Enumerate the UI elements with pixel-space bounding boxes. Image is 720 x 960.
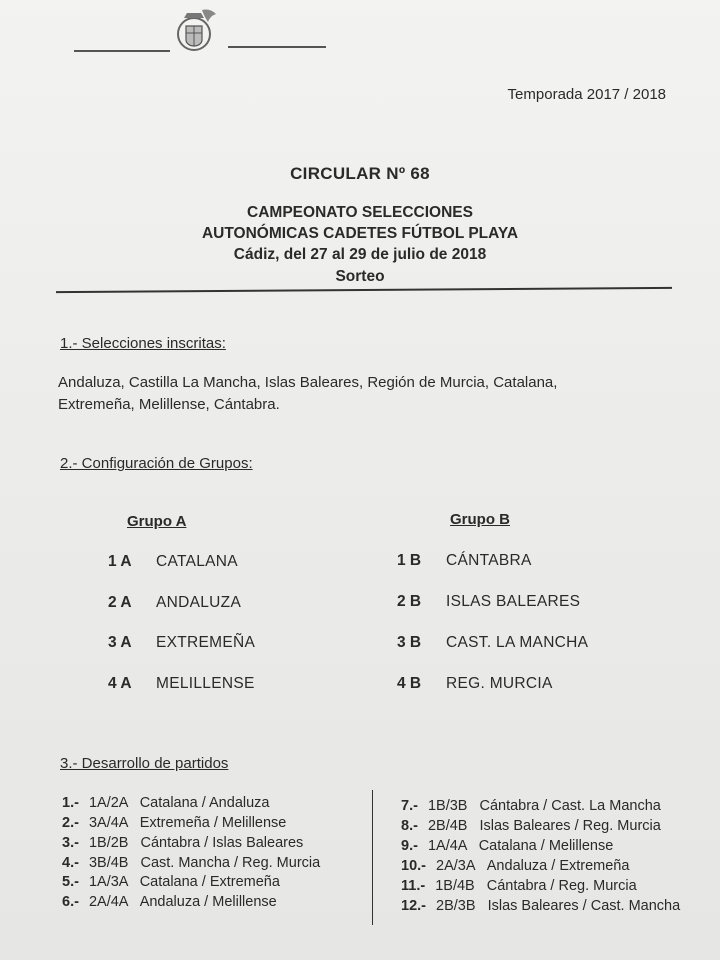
match-teams: Cast. Mancha / Reg. Murcia bbox=[140, 855, 321, 871]
group-a-team: EXTREMEÑA bbox=[156, 634, 256, 651]
match-number: 10.- bbox=[401, 858, 426, 874]
season-label: Temporada 2017 / 2018 bbox=[507, 86, 666, 103]
match-number: 9.- bbox=[401, 838, 418, 854]
match-teams: Extremeña / Melillense bbox=[139, 815, 287, 831]
match-number: 6.- bbox=[62, 894, 79, 910]
group-b-code: 1 B bbox=[397, 552, 422, 569]
match-row bbox=[62, 835, 303, 855]
section3-heading: 3.- Desarrollo de partidos bbox=[60, 755, 229, 772]
group-a-code: 3 A bbox=[108, 634, 132, 651]
championship-title: CAMPEONATO SELECCIONES bbox=[247, 204, 473, 221]
match-code: 1A/3A bbox=[88, 874, 128, 890]
group-a-code: 2 A bbox=[108, 594, 132, 611]
match-row bbox=[401, 838, 613, 858]
match-number: 11.- bbox=[401, 878, 426, 894]
match-code: 2B/3B bbox=[436, 898, 476, 914]
match-teams: Andaluza / Melillense bbox=[139, 894, 277, 910]
match-row bbox=[401, 858, 629, 878]
match-row bbox=[62, 815, 286, 835]
group-a-team: ANDALUZA bbox=[156, 594, 242, 611]
match-number: 4.- bbox=[62, 855, 79, 871]
letterhead-rule-right bbox=[228, 46, 326, 48]
match-code: 1B/4B bbox=[435, 878, 475, 894]
title-underline bbox=[56, 287, 672, 293]
federation-crest-logo bbox=[172, 6, 224, 54]
match-teams: Catalana / Melillense bbox=[478, 838, 614, 854]
draw-label: Sorteo bbox=[335, 268, 385, 285]
match-row bbox=[62, 795, 269, 815]
match-number: 2.- bbox=[62, 815, 79, 831]
group-b-team: REG. MURCIA bbox=[446, 675, 553, 692]
group-b-code: 2 B bbox=[397, 593, 422, 610]
match-teams: Cántabra / Cast. La Mancha bbox=[479, 798, 661, 814]
group-b-team: ISLAS BALEARES bbox=[446, 593, 581, 610]
match-row bbox=[401, 898, 680, 918]
match-row bbox=[401, 878, 637, 898]
match-number: 8.- bbox=[401, 818, 418, 834]
matches-column-divider bbox=[372, 790, 373, 925]
group-b-code: 4 B bbox=[397, 675, 422, 692]
group-a-team: CATALANA bbox=[156, 553, 238, 570]
group-b-team: CAST. LA MANCHA bbox=[446, 634, 589, 651]
group-b-team: CÁNTABRA bbox=[446, 552, 532, 569]
registered-teams-line2: Extremeña, Melillense, Cántabra. bbox=[58, 396, 280, 413]
match-number: 5.- bbox=[62, 874, 79, 890]
match-code: 2B/4B bbox=[427, 818, 468, 834]
match-teams: Andaluza / Extremeña bbox=[486, 858, 630, 874]
match-code: 1A/4A bbox=[427, 838, 467, 854]
event-dates: Cádiz, del 27 al 29 de julio de 2018 bbox=[233, 246, 487, 263]
match-row bbox=[62, 874, 280, 894]
match-teams: Catalana / Extremeña bbox=[139, 874, 280, 890]
match-teams: Catalana / Andaluza bbox=[139, 795, 270, 811]
match-number: 3.- bbox=[62, 835, 79, 851]
match-teams: Islas Baleares / Reg. Murcia bbox=[479, 818, 661, 834]
match-row bbox=[401, 798, 661, 818]
group-a-code: 1 A bbox=[108, 553, 132, 570]
match-code: 1B/2B bbox=[88, 835, 129, 851]
group-a-team: MELILLENSE bbox=[156, 675, 255, 692]
match-teams: Islas Baleares / Cast. Mancha bbox=[487, 898, 681, 914]
group-b-title: Grupo B bbox=[450, 511, 510, 528]
match-row bbox=[62, 894, 277, 914]
registered-teams-line1: Andaluza, Castilla La Mancha, Islas Baleares, Región de Murcia, Catalana, bbox=[58, 374, 558, 391]
group-b-code: 3 B bbox=[397, 634, 422, 651]
match-teams: Cántabra / Reg. Murcia bbox=[486, 878, 637, 894]
match-code: 3A/4A bbox=[88, 815, 128, 831]
letterhead-rule-left bbox=[74, 50, 170, 52]
section1-heading: 1.- Selecciones inscritas: bbox=[60, 335, 226, 352]
match-code: 3B/4B bbox=[88, 855, 129, 871]
circular-title: CIRCULAR Nº 68 bbox=[290, 164, 430, 183]
match-number: 1.- bbox=[62, 795, 79, 811]
match-code: 1A/2A bbox=[88, 795, 128, 811]
group-a-code: 4 A bbox=[108, 675, 132, 692]
match-row bbox=[62, 855, 320, 875]
section2-heading: 2.- Configuración de Grupos: bbox=[60, 455, 253, 472]
match-row bbox=[401, 818, 661, 838]
match-number: 12.- bbox=[401, 898, 426, 914]
match-teams: Cántabra / Islas Baleares bbox=[140, 835, 304, 851]
group-a-title: Grupo A bbox=[127, 513, 187, 530]
match-code: 2A/4A bbox=[88, 894, 128, 910]
match-number: 7.- bbox=[401, 798, 418, 814]
match-code: 1B/3B bbox=[427, 798, 468, 814]
match-code: 2A/3A bbox=[436, 858, 475, 874]
championship-category: AUTONÓMICAS CADETES FÚTBOL PLAYA bbox=[201, 225, 519, 242]
